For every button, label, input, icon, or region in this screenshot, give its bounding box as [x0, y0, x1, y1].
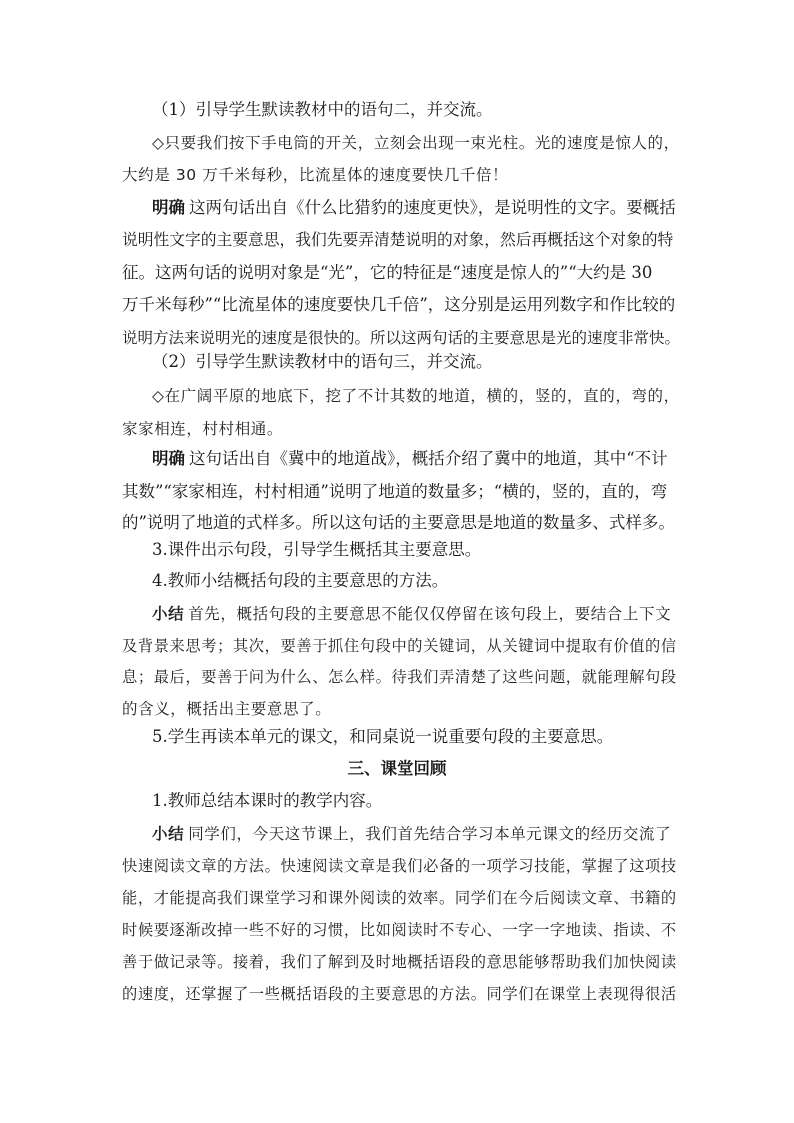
clarify-paragraph-line: 明确 这句话出自《冀中的地道战》，概括介绍了冀中的地道，其中“不计 — [152, 449, 668, 468]
paragraph-line: 能，才能提高我们课堂学习和课外阅读的效率。同学们在今后阅读文章、书籍的 — [122, 889, 677, 907]
paragraph-line: 时候要逐渐改掉一些不好的习惯，比如阅读时不专心、一字一字地读、指读、不 — [122, 921, 677, 939]
paragraph-line: 息；最后，要善于问为什么、怎么样。待我们弄清楚了这些问题，就能理解句段 — [122, 668, 677, 686]
instruction-3: （2）引导学生默读教材中的语句三，并交流。 — [152, 352, 493, 371]
paragraph-line: 说明性文字的主要意思，我们先要弄清楚说明的对象，然后再概括这个对象的特 — [122, 230, 674, 249]
quote-line: 大约是 30 万千米每秒，比流星体的速度要快几千倍！ — [122, 166, 509, 184]
instruction-2: （1）引导学生默读教材中的语句二，并交流。 — [152, 100, 493, 119]
paragraph-line: 其数”“家家相连，村村相通”说明了地道的数量多；“横的，竖的，直的，弯 — [122, 482, 668, 501]
clarify-paragraph-line: 明确 这两句话出自《什么比猎豹的速度更快》，是说明性的文字。要概括 — [152, 198, 676, 217]
paragraph-line: 的含义，概括出主要意思了。 — [122, 700, 332, 718]
paragraph-line: 万千米每秒”“比流星体的速度要快几千倍”，这分别是运用列数字和作比较的 — [122, 295, 676, 314]
paragraph-line: 征。这两句话的说明对象是“光”，它的特征是“速度是惊人的”“大约是 30 — [122, 263, 653, 282]
paragraph-line: 及背景来思考；其次，要善于抓住句段中的关键词，从关键词中提取有价值的信 — [122, 637, 677, 655]
summary-label: 小结 — [152, 825, 185, 843]
paragraph-line: 的速度，还掌握了一些概括语段的主要意思的方法。同学们在课堂上表现得很活 — [122, 985, 677, 1003]
quote-line: ◇在广阔平原的地底下，挖了不计其数的地道，横的，竖的，直的，弯的， — [152, 387, 680, 405]
paragraph-line: 说明方法来说明光的速度是很快的。所以这两句话的主要意思是光的速度非常快。 — [122, 329, 681, 347]
paragraph-line: 快速阅读文章的方法。快速阅读文章是我们必备的一项学习技能，掌握了这项技 — [122, 857, 677, 875]
paragraph-line: 善于做记录等。接着，我们了解到及时地概括语段的意思能够帮助我们加快阅读 — [122, 953, 677, 971]
clarify-label: 明确 — [152, 198, 185, 217]
review-step-1: 1.教师总结本课时的教学内容。 — [152, 791, 383, 810]
paragraph-line: 的”说明了地道的式样多。所以这句话的主要意思是地道的数量多、式样多。 — [122, 513, 675, 532]
step-5: 5.学生再读本单元的课文，和同桌说一说重要句段的主要意思。 — [152, 727, 614, 746]
summary-label: 小结 — [152, 605, 185, 623]
section-heading: 三、课堂回顾 — [347, 759, 447, 778]
quote-line: ◇只要我们按下手电筒的开关，立刻会出现一束光柱。光的速度是惊人的， — [152, 134, 680, 152]
clarify-label: 明确 — [152, 449, 185, 468]
step-3: 3.课件出示句段，引导学生概括其主要意思。 — [152, 540, 482, 559]
summary-paragraph-line: 小结 首先，概括句段的主要意思不能仅仅停留在该句段上，要结合上下文 — [152, 605, 672, 623]
quote-line: 家家相连，村村相通。 — [122, 420, 284, 438]
summary-paragraph-line: 小结 同学们，今天这节课上，我们首先结合学习本单元课文的经历交流了 — [152, 825, 672, 843]
step-4: 4.教师小结概括句段的主要意思的方法。 — [152, 571, 449, 590]
